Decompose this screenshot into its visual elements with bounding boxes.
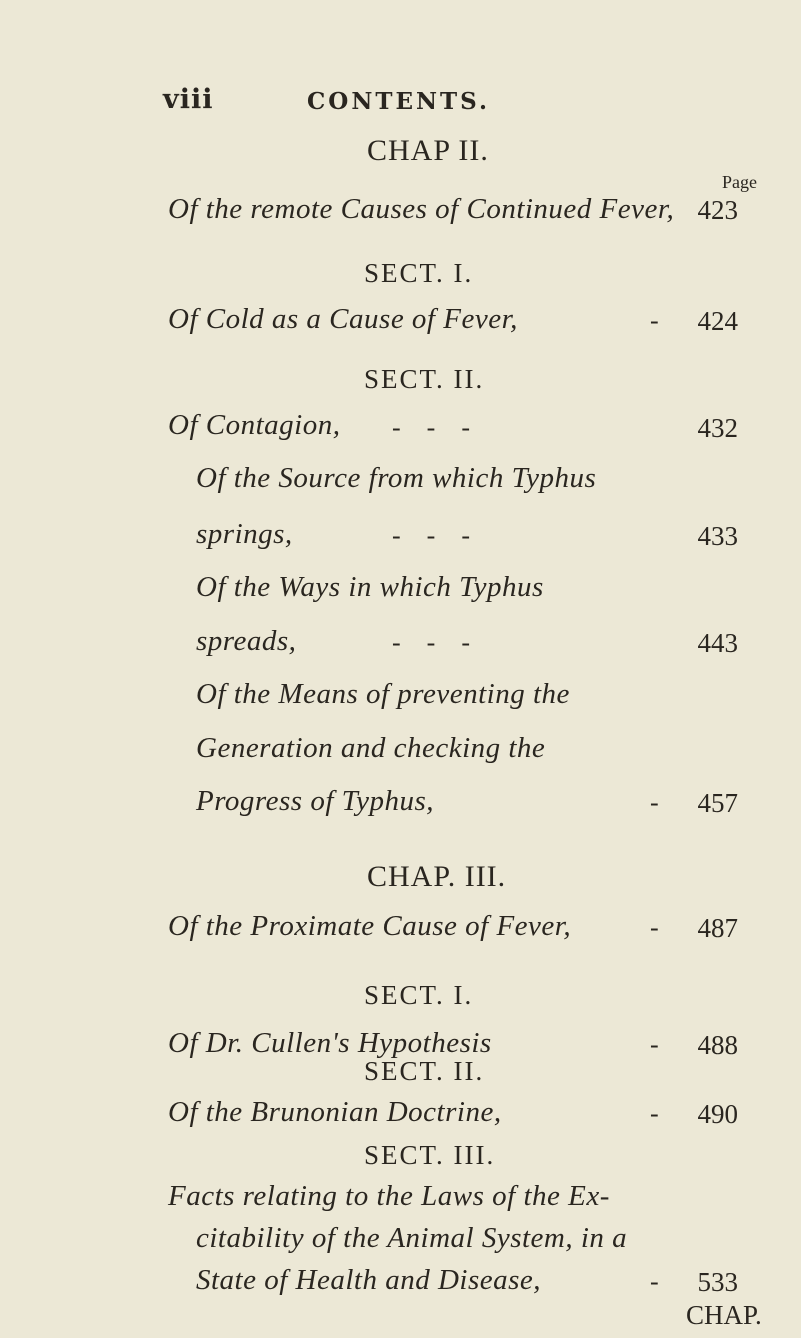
chap3-sect3-heading: SECT. III. <box>364 1140 496 1170</box>
chap2-heading: CHAP II. <box>367 134 489 167</box>
entry-ways-line1: Of the Ways in which Typhus <box>196 571 544 603</box>
chap3-sect3-page: 533 <box>697 1267 738 1297</box>
leader-dash: - <box>650 1099 659 1128</box>
chap2-title-page: 423 <box>697 195 738 225</box>
page-folio: viii <box>163 84 214 115</box>
chap3-title: Of the Proximate Cause of Fever, <box>168 910 572 942</box>
entry-ways-line2: spreads, <box>196 625 297 657</box>
entry-means-line3: Progress of Typhus, <box>196 785 435 817</box>
entry-contagion-page: 432 <box>697 413 738 443</box>
entry-source-line2: springs, <box>196 518 293 550</box>
entry-means-line2: Generation and checking the <box>196 732 546 764</box>
chap2-sect2-heading: SECT. II. <box>364 364 485 394</box>
chap3-heading: CHAP. III. <box>367 860 507 893</box>
leader-dashes: - - - <box>392 628 470 657</box>
chap2-sect1-heading: SECT. I. <box>364 258 474 288</box>
chap2-title: Of the remote Causes of Continued Fever, <box>168 193 675 225</box>
chap3-sect1-entry: Of Dr. Cullen's Hypothesis <box>168 1027 492 1059</box>
chap3-sect1-heading: SECT. I. <box>364 980 474 1010</box>
leader-dash: - <box>650 306 659 335</box>
chap2-sect1-page: 424 <box>697 306 738 336</box>
leader-dash: - <box>650 913 659 942</box>
entry-means-line1: Of the Means of preventing the <box>196 678 570 710</box>
leader-dashes: - - - <box>392 521 470 550</box>
chap3-sect1-page: 488 <box>697 1030 738 1060</box>
page-column-label: Page <box>722 172 757 192</box>
chap3-sect2-heading: SECT. II. <box>364 1056 485 1086</box>
running-title: CONTENTS. <box>307 88 490 115</box>
chap3-sect2-entry: Of the Brunonian Doctrine, <box>168 1096 502 1128</box>
catchword: CHAP. <box>686 1300 762 1330</box>
leader-dashes: - - - <box>392 413 470 442</box>
entry-contagion-line1: Of Contagion, <box>168 409 341 441</box>
chap2-sect1-entry: Of Cold as a Cause of Fever, <box>168 303 518 335</box>
chap3-sect2-page: 490 <box>697 1099 738 1129</box>
leader-dash: - <box>650 1267 659 1296</box>
chap3-sect3-line1: Facts relating to the Laws of the Ex- <box>168 1180 610 1212</box>
chap3-title-page: 487 <box>697 913 738 943</box>
entry-ways-page: 443 <box>697 628 738 658</box>
leader-dash: - <box>650 788 659 817</box>
chap3-sect3-line2: citability of the Animal System, in a <box>196 1222 628 1254</box>
leader-dash: - <box>650 1030 659 1059</box>
entry-source-page: 433 <box>697 521 738 551</box>
entry-source-line1: Of the Source from which Typhus <box>196 462 597 494</box>
entry-means-page: 457 <box>697 788 738 818</box>
chap3-sect3-line3: State of Health and Disease, <box>196 1264 542 1296</box>
